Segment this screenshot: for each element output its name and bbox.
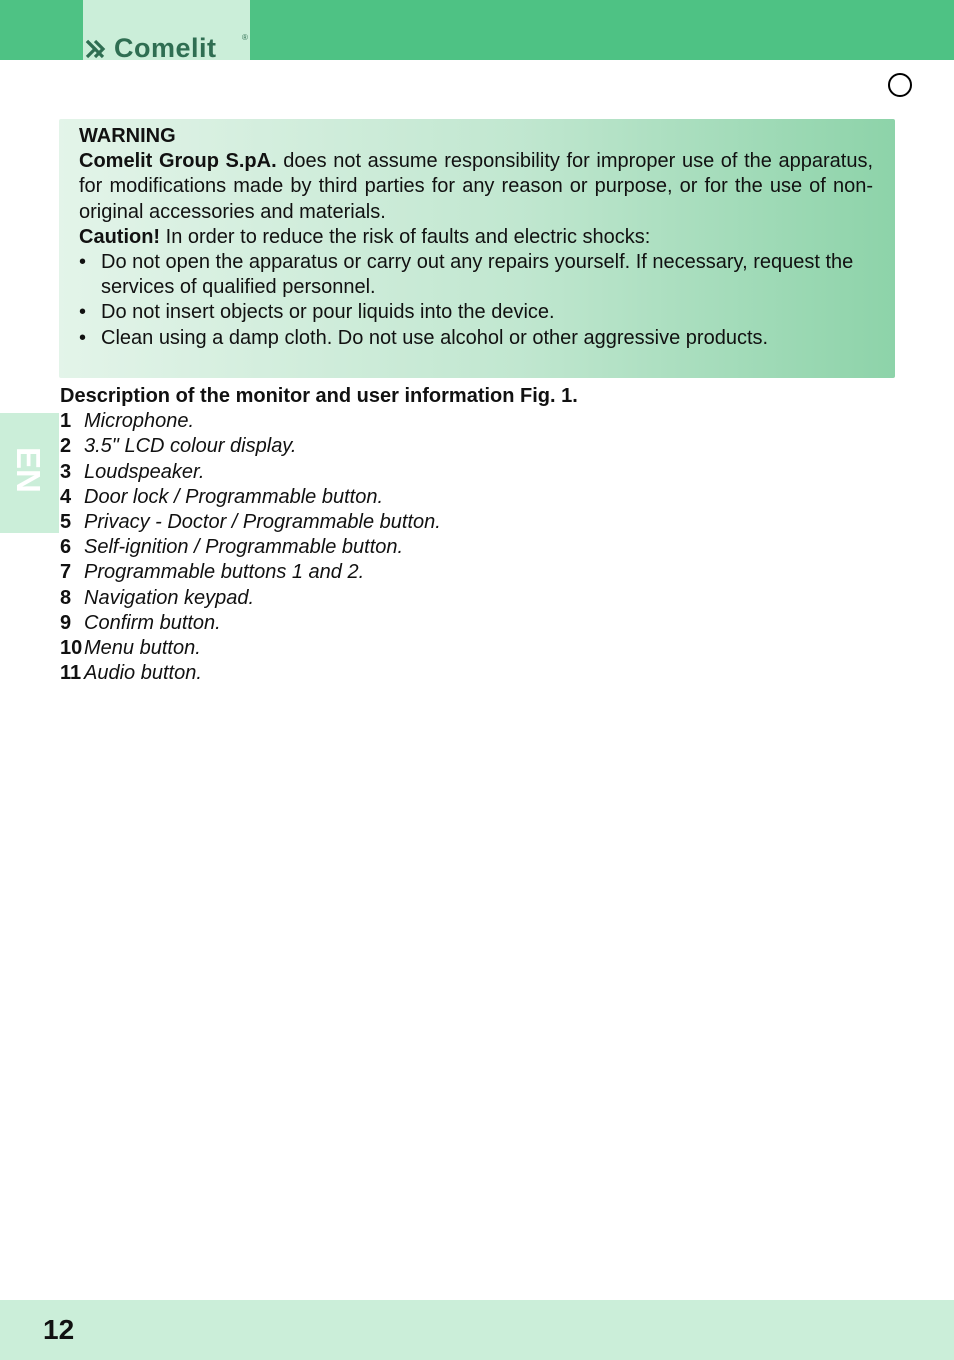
list-item: 6 Self-ignition / Programmable button.	[60, 536, 404, 559]
logo-mark-icon	[83, 33, 115, 63]
footer-bar	[0, 1300, 954, 1360]
list-item: 11 Audio button.	[60, 662, 202, 685]
list-item: 10 Menu button.	[60, 637, 201, 660]
list-item: 8 Navigation keypad.	[60, 586, 255, 609]
list-item: 7 Programmable buttons 1 and 2.	[60, 561, 365, 584]
caution-text: In order to reduce the risk of faults and electric shocks:	[160, 225, 651, 248]
disclaimer-text: does not assume responsibility for improper use of the apparatus, for modifications made by third parties for any reason or purpose, or for the use of non-original accessories and materials.	[79, 150, 873, 223]
list-item: 5 Privacy - Doctor / Programmable button.	[60, 511, 441, 534]
list-item: 9 Confirm button.	[60, 611, 221, 634]
warning-box	[59, 119, 895, 378]
section-heading: Description of the monitor and user information Fig. 1.	[60, 385, 578, 407]
language-tab	[0, 413, 59, 533]
list-item: • Do not open the apparatus or carry out any repairs yourself. If necessary, request the services of qualified personnel.	[79, 251, 854, 299]
list-item: • Clean using a damp cloth. Do not use alcohol or other aggressive products.	[79, 326, 873, 351]
list-item: 3 Loudspeaker.	[60, 460, 205, 483]
list-item: 4 Door lock / Programmable button.	[60, 485, 384, 508]
registered-mark: ®	[242, 33, 248, 42]
component-list	[60, 409, 880, 686]
bullet-icon: •	[79, 301, 87, 324]
bullet-icon: •	[79, 326, 87, 349]
list-item: 1 Microphone.	[60, 410, 195, 433]
caution-label: Caution!	[79, 225, 161, 248]
caution-list	[79, 250, 873, 351]
bullet-icon: •	[79, 251, 87, 274]
language-label: EN	[10, 447, 47, 493]
page-number: 12	[43, 1314, 75, 1345]
description-section	[60, 384, 880, 686]
company-name: Comelit Group S.pA.	[79, 150, 277, 173]
caution-line	[79, 225, 873, 250]
brand-logo	[83, 0, 250, 63]
brand-name: Comelit	[114, 33, 217, 63]
list-item: • Do not insert objects or pour liquids into the device.	[79, 300, 873, 325]
circle-marker-icon	[888, 73, 912, 97]
list-item: 2 3.5" LCD colour display.	[60, 435, 297, 458]
warning-disclaimer	[79, 149, 873, 225]
warning-title: WARNING	[79, 125, 176, 147]
